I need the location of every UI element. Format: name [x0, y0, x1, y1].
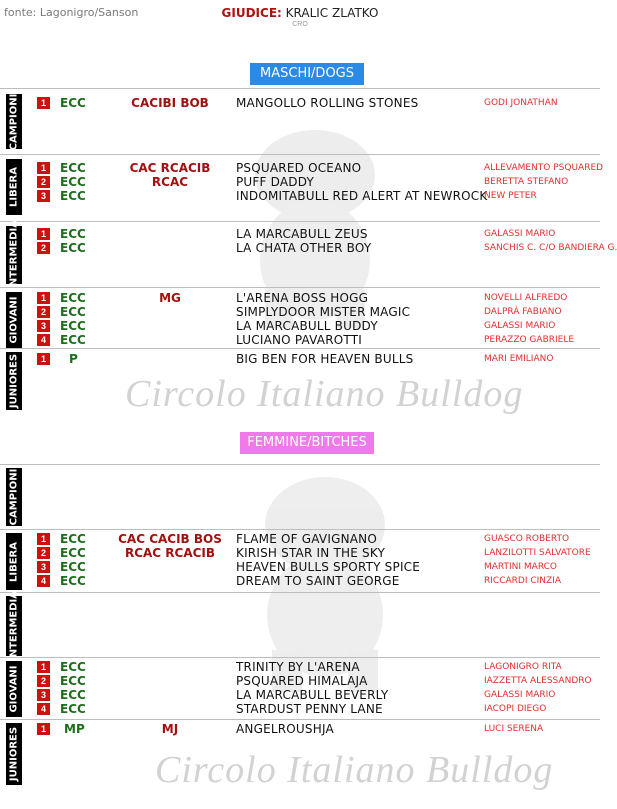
owner-name: DALPRÀ FABIANO [484, 307, 562, 317]
rank-badge: 3 [37, 320, 50, 332]
qualification: ECC [60, 532, 86, 546]
dog-name: LUCIANO PAVAROTTI [236, 333, 362, 347]
dog-name: INDOMITABULL RED ALERT AT NEWROCK [236, 189, 488, 203]
class-tab-juniores: JUNIORES [6, 723, 22, 785]
dog-name: MANGOLLO ROLLING STONES [236, 96, 419, 110]
qualification: ECC [60, 674, 86, 688]
dog-name: LA CHATA OTHER BOY [236, 241, 372, 255]
section-males-intermedia [0, 220, 617, 290]
result-row [0, 532, 600, 546]
rank-badge: 1 [37, 228, 50, 240]
section-females-campioni [0, 464, 600, 526]
result-row [0, 241, 617, 255]
dog-name: ANGELROUSHJA [236, 722, 334, 736]
qualification: ECC [60, 227, 86, 241]
result-row [0, 305, 600, 319]
result-row [0, 702, 600, 716]
qualification: ECC [60, 161, 86, 175]
owner-name: MARTINI MARCO [484, 562, 558, 572]
owner-name: RICCARDI CINZIA [484, 576, 561, 586]
owner-name: NEW PETER [484, 191, 537, 201]
result-row [0, 333, 600, 347]
rank-badge: 3 [37, 689, 50, 701]
class-tab-giovani: GIOVANI [6, 292, 22, 348]
class-tab-libera: LIBERA [6, 533, 22, 590]
watermark-text: Circolo Italiano Bulldog [155, 749, 554, 791]
rank-badge: 1 [37, 723, 50, 735]
source-credit: fonte: Lagonigro/Sanson [4, 6, 139, 19]
qualification: ECC [60, 333, 86, 347]
result-row [0, 674, 600, 688]
result-row [0, 574, 600, 588]
section-females-juniores [0, 719, 600, 789]
judge-country: CRO [292, 21, 308, 28]
dog-name: LA MARCABULL BEVERLY [236, 688, 389, 702]
qualification: ECC [60, 189, 86, 203]
award-title: RCAC [151, 175, 189, 189]
judge-name: KRALIC ZLATKO [285, 6, 379, 20]
class-tab-libera: LIBERA [6, 159, 22, 215]
result-row [0, 96, 600, 110]
section-females-libera [0, 529, 600, 591]
qualification: ECC [60, 305, 86, 319]
owner-name: LANZILOTTI SALVATORE [484, 548, 591, 558]
qualification: ECC [60, 546, 86, 560]
class-tab-intermedia: INTERMEDIA [6, 596, 22, 656]
result-row [0, 722, 600, 736]
section-males-campioni [0, 88, 600, 152]
dog-name: PUFF DADDY [236, 175, 315, 189]
result-row [0, 660, 600, 674]
result-row [0, 352, 600, 366]
males-banner: MASCHI/DOGS [250, 63, 364, 85]
rank-badge: 3 [37, 190, 50, 202]
qualification: ECC [60, 560, 86, 574]
section-males-juniores [0, 348, 600, 412]
award-title: CAC CACIB BOS [118, 532, 222, 546]
dog-name: KIRISH STAR IN THE SKY [236, 546, 385, 560]
owner-name: LUCI SERENA [484, 724, 544, 734]
result-row [0, 189, 600, 203]
award-title: RCAC RCACIB [124, 546, 216, 560]
rank-badge: 1 [37, 353, 50, 365]
dog-name: SIMPLYDOOR MISTER MAGIC [236, 305, 411, 319]
dog-name: PSQUARED HIMALAJA [236, 674, 368, 688]
dog-name: LA MARCABULL ZEUS [236, 227, 368, 241]
females-banner: FEMMINE/BITCHES [240, 432, 374, 454]
rank-badge: 1 [37, 162, 50, 174]
section-females-giovani [0, 657, 600, 717]
qualification: ECC [60, 702, 86, 716]
award-title: MJ [161, 722, 179, 736]
owner-name: GALASSI MARIO [484, 321, 556, 331]
dog-name: L'ARENA BOSS HOGG [236, 291, 369, 305]
class-tab-giovani: GIOVANI [6, 661, 22, 717]
owner-name: MARI EMILIANO [484, 354, 554, 364]
dog-name: PSQUARED OCEANO [236, 161, 362, 175]
rank-badge: 1 [37, 97, 50, 109]
qualification: ECC [60, 175, 86, 189]
owner-name: GALASSI MARIO [484, 229, 556, 239]
owner-name: SANCHIS C. C/O BANDIERA G. [484, 243, 617, 253]
rank-badge: 2 [37, 675, 50, 687]
qualification: ECC [60, 291, 86, 305]
qualification: ECC [60, 241, 86, 255]
dog-name: HEAVEN BULLS SPORTY SPICE [236, 560, 421, 574]
class-tab-campioni: CAMPIONI [6, 94, 22, 149]
owner-name: IAZZETTA ALESSANDRO [484, 676, 592, 686]
rank-badge: 1 [37, 661, 50, 673]
class-tab-campioni: CAMPIONI [6, 468, 22, 526]
qualification: ECC [60, 660, 86, 674]
rank-badge: 4 [37, 703, 50, 715]
award-title: MG [159, 291, 181, 305]
class-tab-intermedia: INTERMEDIA [6, 226, 22, 284]
owner-name: IACOPI DIEGO [484, 704, 547, 714]
result-row [0, 319, 600, 333]
rank-badge: 1 [37, 533, 50, 545]
dog-name: TRINITY BY L'ARENA [236, 660, 360, 674]
judge-line [0, 6, 600, 20]
owner-name: GODI JONATHAN [484, 98, 558, 108]
dog-name: BIG BEN FOR HEAVEN BULLS [236, 352, 414, 366]
dog-name: LA MARCABULL BUDDY [236, 319, 378, 333]
owner-name: GALASSI MARIO [484, 690, 556, 700]
dog-name: DREAM TO SAINT GEORGE [236, 574, 400, 588]
award-title: CACIBI BOB [131, 96, 209, 110]
owner-name: LAGONIGRO RITA [484, 662, 562, 672]
result-row [0, 546, 600, 560]
rank-badge: 3 [37, 561, 50, 573]
dog-name: FLAME OF GAVIGNANO [236, 532, 377, 546]
owner-name: BERETTA STEFANO [484, 177, 569, 187]
class-tab-juniores: JUNIORES [6, 352, 22, 410]
owner-name: GUASCO ROBERTO [484, 534, 570, 544]
qualification: ECC [60, 574, 86, 588]
qualification: MP [64, 722, 85, 736]
result-row [0, 560, 600, 574]
section-males-libera [0, 154, 604, 218]
rank-badge: 2 [37, 306, 50, 318]
rank-badge: 1 [37, 292, 50, 304]
owner-name: NOVELLI ALFREDO [484, 293, 568, 303]
result-row [0, 175, 600, 189]
rank-badge: 2 [37, 176, 50, 188]
qualification: ECC [60, 96, 86, 110]
qualification: ECC [60, 688, 86, 702]
rank-badge: 4 [37, 334, 50, 346]
rank-badge: 4 [37, 575, 50, 587]
result-row [0, 161, 604, 175]
result-row [0, 688, 600, 702]
award-title: CAC RCACIB [129, 161, 211, 175]
rank-badge: 2 [37, 242, 50, 254]
rank-badge: 2 [37, 547, 50, 559]
qualification: ECC [60, 319, 86, 333]
qualification: P [69, 352, 78, 366]
owner-name: PERAZZO GABRIELE [484, 335, 575, 345]
result-row [0, 291, 600, 305]
section-males-giovani [0, 287, 600, 347]
result-row [0, 227, 600, 241]
watermark-text: Circolo Italiano Bulldog [125, 373, 524, 415]
owner-name: ALLEVAMENTO PSQUARED [484, 163, 604, 173]
dog-name: STARDUST PENNY LANE [236, 702, 383, 716]
section-females-intermedia [0, 591, 600, 661]
judge-label: GIUDICE: [221, 6, 282, 20]
